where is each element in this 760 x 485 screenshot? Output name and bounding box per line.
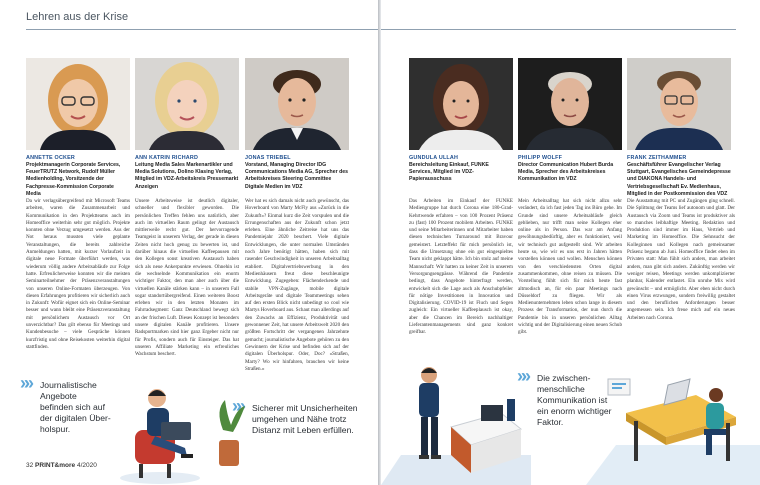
person-name: ANN KATRIN RICHARD bbox=[135, 155, 199, 161]
statement-text: Die Ausstattung mit PC und Zugängen ging schnell. Die Splittung der Teams lief autonom und glatt. Der Austausch via Zoom und Teams ist produktiver als so manches leibhaftige Meeting. Redaktion und Produktion sind immer im Haus, Vertrieb und Marketing im Homeoffice. Die Sehnsucht der Kolleginnen und Kollegen nach gemeinsamer Präsenz begann ab Juni. Homeoffice findet eben im Privaten statt: Man fühlt sich anders, man arbeitet anders, man gibt sich anders. Zukünftig werden wir weniger reisen, Meetings werden unkomplizierter planbar, Kalender entlastet. Ein unruhe Mix wird gewünscht – und ermöglicht. Aber eben nicht durch einen Virus erzwungen, sondern freiwillig gestaltet und den beruflichen Anforderungen besser angemessen sein. Ich freue mich auf ein neues Arbeiten nach Corona. bbox=[627, 198, 735, 321]
quote-line: Angebote bbox=[40, 391, 77, 401]
portrait-jonas-triebel bbox=[245, 58, 349, 150]
quote-line: Die zwischen- bbox=[537, 373, 591, 383]
desk-worker-illustration bbox=[381, 355, 531, 485]
pull-quote bbox=[20, 373, 111, 435]
quote-line: der digitalen Über- bbox=[40, 413, 111, 423]
quote-chevron-icon: »» bbox=[232, 396, 241, 416]
quote-line: Kommunikation ist bbox=[537, 395, 608, 405]
section-rule bbox=[26, 29, 378, 30]
person-name: FRANK ZEITHAMMER bbox=[627, 155, 687, 161]
statement-text: Das Arbeiten im Einkauf der FUNKE Mediengruppe hat durch Corona eine 180-Grad-Kehrtwende erfahren – von 100 Prozent Präsenz zu (fast) 100 Prozent mobilem Arbeiten. FUNKE und seine Mitarbeiterinnen und Mitarbeiter haben diesen technischen Turnaround mit Bravour gemeistert. Letzteffekt für mich persönlich ist, dass die Umsetzung ohne ein gut eingespieltes Team nicht geklappt hätte. Ich bin stolz auf meine Mannschaft: Wir hatten zu keiner Zeit in unserem Versorgungsengpässe. Während die Pandemie bedingt, dass Angebote hinterfragt werden, entwickelt sich die Lage auch als Anschubpfeiler für nötige Investitionen in Innovation und Digitalisierung. COVID-19 ist Fluch und Segen zugleich: Ein virtueller Kaffeeplausch ist okay, aber die Chancen im Bereich nachhaltiger Lieferantenmanagements sind ganz konkret greifbar. bbox=[409, 198, 513, 336]
statement-text: Unsere Arbeitsweise ist deutlich digitaler, schneller und flexibler geworden. Die persönlichen Treffen fehlen uns natürlich, aber auch im virtuellen Raum gelingt der Austausch mittlerweile recht gut. Der hervorragende Teamgeist in unserem Verlag, der gerade in diesen Zeiten nicht hoch genug zu bewerten ist, und darüber hinaus die virtuellen Kaffeepausen mit den Kollegen sonst kreativen Austausch haben sich als neue Ankerpunkte erwiesen. Ohnehin ist die wechselnde Kommunikation ein enorm wichtiger Faktor, den man aber auch über die virtuellen Kanäle stärken kann – in unserem Fall sogar standortübergreifend. Einen weiteren Boost erleben wir in den letzten Monaten im Fahrradsegment: Ganz Deutschland bewegt sich an der frischen Luft. Dieses Konzept ist besonders unsere digitalen Kanäle profitieren. Unsere Radsportmarken sind hier ganz Ergeber nicht nur für Profis, sondern auch für Einsteiger. Das hat unseren Affiliate Marketing ein erfreuliches Wachstum beschert. bbox=[135, 198, 239, 358]
quote-chevron-icon: »» bbox=[20, 373, 29, 393]
person-name: GUNDULA ULLAH bbox=[409, 155, 459, 161]
quote-line: holspur. bbox=[40, 424, 71, 434]
statement-text: Mein Arbeitsalltag hat sich nicht allzu sehr verändert, da ich fast jeden Tag ins Büro gehe. Im Grunde sind unsere Arbeitsabläufe gleich geblieben, nur trifft man seine Kollegen eher online als in Person. Das war am Anfang gewöhnungsbedürftig, aber es funktioniert, weil wir technisch gut aufgestellt sind. Wir arbeiten heute so, wie wir es uns erst in Jahren hätten vorstellen können und wollen. Menschen können von den verschiedensten Orten digital zusammenkommen, ohne reisen zu müssen. Die Vorstellung fühlt sich für mich heute fast altmodisch an, für ein paar Meetings nach Düsseldorf zu fliegen. Wir als Medienunternehmen leben schon lange in diesem Prozess der Transformation, der nun durch die Pandemie bis in unseren persönlichen Alltag wichtig und der Digitalisierung einen neuen Schub gibt. bbox=[518, 198, 622, 336]
pull-quote bbox=[232, 396, 358, 436]
portrait-ann-katrin-richard bbox=[135, 58, 239, 150]
quote-line: befinden sich auf bbox=[40, 402, 105, 412]
section-title: Lehren aus der Krise bbox=[26, 11, 129, 23]
left-page bbox=[0, 0, 378, 485]
portrait-gundula-ullah bbox=[409, 58, 513, 150]
page-number: 32 bbox=[26, 462, 34, 469]
laptop-worker-illustration bbox=[586, 365, 760, 485]
statement-text: Wer hat es sich damals nicht auch gewünscht, das Hoverboard von Marty McFly aus »Zurück in die Zukunft«? Einmal kurz die Zeit vorspulen und die Errungenschaften aus der Zukunft schon jetzt erleben. Eine ähnliche Zeitreise hat uns das Pandemiejahr 2020 beschert. Viele digitale Entwicklungen, die unter normalen Umständen noch Jahre benötigt hätten, haben sich mit rasender Geschwindigkeit in unseren Arbeitsalltag etabliert. Digitalvertriebswerbung in den Medienhäusern freut diese beschleunigte Entwicklung. Zugegeben: Flächendeckende und stabile VPN-Zugänge, mobile digitale Arbeitsgeräte und digitale Teammeetings sehen auf den ersten Blick nicht unbedingt so cool wie Martys Hoverboard aus. Schaut man allerdings auf den Zuwachs an Effizienz, Produktivität und gewonnener Zeit, hat unsere Arbeitswelt 2020 den größten Fortschritt der vergangenen Jahrzehnte gemacht; journalistische Angebote gehören zu den Gewinnern der Krise und befinden sich auf der digitalen Überholspur. Oder, Doc? »Straßen, Marty? Wo wir hinfahren, brauchen wir keine Straßen.« bbox=[245, 198, 349, 372]
quote-line: Journalistische bbox=[40, 380, 97, 390]
portrait-annette-ocker bbox=[26, 58, 130, 150]
magazine-name: PRINT&more bbox=[35, 462, 76, 469]
person-role: Director Communication Hubert Burda Media, Sprecher des Arbeitskreises Kommunikation im VDZ bbox=[518, 162, 614, 183]
right-page bbox=[381, 0, 760, 485]
person-role: Leitung Media Sales Markenartikler und Media Solutions, Dolino Klasing Verlag, Mitglied im VDZ-Arbeitskreis Pressemarkt Anzeigen bbox=[135, 162, 239, 190]
person-name: JONAS TRIEBEL bbox=[245, 155, 291, 161]
portrait-frank-zeithammer bbox=[627, 58, 731, 150]
page-footer bbox=[26, 462, 97, 469]
person-name: ANNETTE OCKER bbox=[26, 155, 76, 161]
issue-number: 4/2020 bbox=[76, 462, 97, 469]
quote-line: Faktor. bbox=[537, 417, 564, 427]
quote-line: ein enorm wichtiger bbox=[537, 406, 612, 416]
quote-chevron-icon: »» bbox=[517, 366, 526, 386]
section-rule bbox=[381, 29, 736, 30]
person-name: PHILIPP WOLFF bbox=[518, 155, 563, 161]
person-role: Geschäftsführer Evangelischer Verlag Stuttgart, Evangelisches Gemeindepresse und DIAKONA Handels- und Vertriebsgesellschaft Ev. Medienhaus, Mitglied in der Postkommission des VDZ bbox=[627, 162, 731, 197]
statement-text: Da wir verlagsübergreifend mit Microsoft Teams arbeiten, waren die Zusammenarbeit und Kommunikation in den Projektteams auch im Homeoffice weiterhin sehr gut möglich. Projekte konnten ohne Verzug umgesetzt werden. Aus der Not heraus mussten viele geplante Veranstaltungen, die bereits zahlreiche Anmeldungen hatten, mit kurzer Vorlaufzeit in digitale neue Formate überführt werden, was wiederum völlig andere Arbeitsabläufe zur Folge hatte. Erfreulicherweise konnten wir die meisten Seminarteilnehmer der Präsenzveranstaltungen von unseren Online-Formaten überzeugen. Von diesen Erfahrungen profitieren wir sicherlich auch in Zukunft: Wofür eignet sich ein Online-Seminar besser und wann bleibt eine Präsenzveranstaltung mit persönlichem Austausch vor Ort unverzichtbar? Das gilt ebenso für Meetings und Kundenbesuche – viele Gespräche können kurzfristig und ohne Reisekosten weiterhin digital stattfinden. bbox=[26, 198, 130, 350]
quote-line: Distanz mit Leben erfüllen. bbox=[252, 425, 354, 435]
person-role: Vorstand, Managing Director IDG Communications Media AG, Sprecher des Arbeitskreises Steering Committee Digitale Medien im VDZ bbox=[245, 162, 349, 190]
quote-line: Sicherer mit Unsicherheiten bbox=[252, 403, 358, 413]
remote-worker-illustration bbox=[115, 370, 255, 485]
quote-line: umgehen und Nähe trotz bbox=[252, 414, 347, 424]
person-role: Bereichsleitung Einkauf, FUNKE Services, Mitglied im VDZ-Papierausschuss bbox=[409, 162, 489, 183]
portrait-philipp-wolff bbox=[518, 58, 622, 150]
quote-line: menschliche bbox=[537, 384, 585, 394]
person-role: Projektmanagerin Corporate Services, FeuerTRUTZ Network, Rudolf Müller Medienholding, Vorsitzende der Fachpresse-Kommission Corporate Media bbox=[26, 162, 121, 197]
